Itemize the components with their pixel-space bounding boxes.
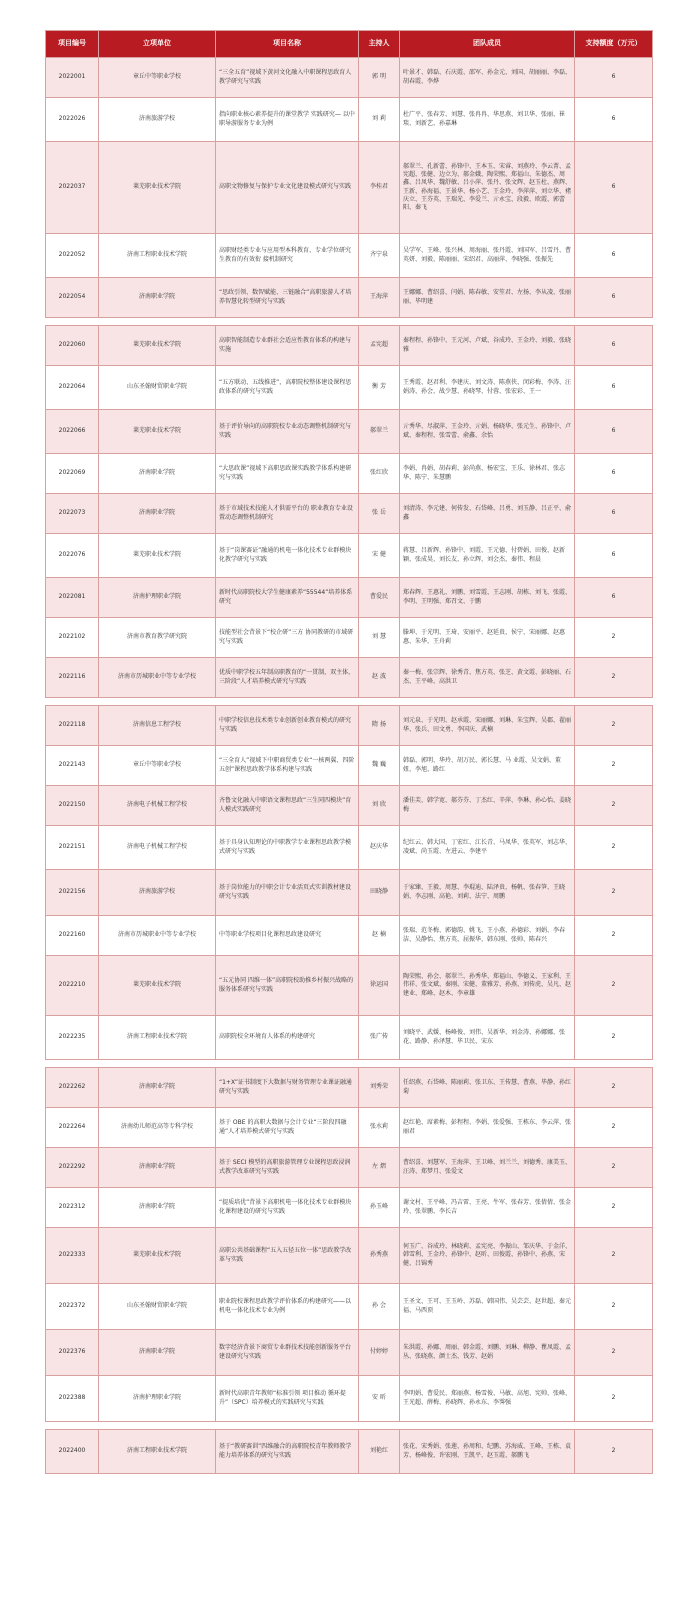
cell-project-name: “提质培优”背景下高职机电一体化技术专业群模块化课程建设的研究与实践 <box>216 1188 359 1228</box>
cell-host: 赵庆华 <box>359 826 400 870</box>
cell-project-id: 2022116 <box>46 658 99 698</box>
table-row <box>46 534 653 578</box>
cell-amount: 6 <box>575 454 653 494</box>
cell-host: 孙玉峰 <box>359 1188 400 1228</box>
cell-project-name: 职业院校课程思政教学评价体系的构建研究——以机电一体化技术专业为例 <box>216 1284 359 1330</box>
group-gap <box>46 698 653 706</box>
cell-unit: 济南职业学院 <box>99 1148 216 1188</box>
cell-host: 田晓静 <box>359 870 400 916</box>
cell-host: 徐运国 <box>359 956 400 1016</box>
cell-host: 张广传 <box>359 1016 400 1060</box>
project-table <box>45 30 653 1474</box>
cell-team-members: 秦一梅、张宗辉、徐秀青、焦方英、张芝、黄文霞、彭晓丽、石杰、王平峰、高洪卫 <box>400 658 575 698</box>
cell-project-id: 2022066 <box>46 410 99 454</box>
cell-project-id: 2022060 <box>46 326 99 366</box>
cell-team-members: 潘佳芙、韩学宽、郝芬芬、丁杰红、辛萍、李琳、孙心怡、姜晓梅 <box>400 786 575 826</box>
table-row <box>46 1188 653 1228</box>
cell-host: 赵 楠 <box>359 916 400 956</box>
cell-team-members: 滕坤、于光明、王琦、安丽平、赵延贵、侯宁、宋丽娜、赵惠惠、朱华、王舟莉 <box>400 618 575 658</box>
cell-project-name: 齐鲁文化融入中职语文课程思政“三生同四模块”育人模式实践研究 <box>216 786 359 826</box>
table-row <box>46 58 653 98</box>
cell-project-id: 2022054 <box>46 278 99 318</box>
cell-amount: 2 <box>575 1016 653 1060</box>
cell-project-name: 基于市域技术技能人才供需平台的 职业教育专业设置动态调整机制研究 <box>216 494 359 534</box>
cell-project-id: 2022073 <box>46 494 99 534</box>
cell-amount: 6 <box>575 58 653 98</box>
cell-team-members: 纪红云、韩大国、丁宏红、江长青、马凤华、张英军、刘志华、凌斌、尚玉霞、左进云、李建平 <box>400 826 575 870</box>
cell-host: 孙秀燕 <box>359 1228 400 1284</box>
cell-project-name: 技能型社会背景下“校企研”三方 协同教研的市域研究与实践 <box>216 618 359 658</box>
cell-team-members: 张瑞、范冬梅、郭德韵、姚飞、王小燕、孙德彩、刘娟、李春洁、吴静怡、焦方英、屈振华、韩东刚、张帅、陈春兴 <box>400 916 575 956</box>
cell-unit: 莱芜职业技术学院 <box>99 410 216 454</box>
cell-host: 孟宪超 <box>359 326 400 366</box>
table-row <box>46 1068 653 1108</box>
cell-amount: 2 <box>575 1148 653 1188</box>
cell-team-members: 郑春辉、王惠礼、刘鹏、刘雪霞、王志刚、胡栋、刘飞、张霞、李明、王明强、郑召文、于鹏 <box>400 578 575 618</box>
cell-amount: 6 <box>575 410 653 454</box>
cell-team-members: 王圣文、王可、王玉岭、苏磊、韩国伟、吴芸芸、赵世超、秦元福、马西顶 <box>400 1284 575 1330</box>
cell-host: 衡 芳 <box>359 366 400 410</box>
cell-unit: 莱芜职业技术学院 <box>99 1228 216 1284</box>
cell-unit: 济南职业学院 <box>99 1068 216 1108</box>
cell-project-name: 高职智能制造专业群社会适应性教育体系的构建与实施 <box>216 326 359 366</box>
cell-project-id: 2022372 <box>46 1284 99 1330</box>
cell-unit: 山东圣翰财贸职业学院 <box>99 366 216 410</box>
cell-project-id: 2022160 <box>46 916 99 956</box>
cell-project-name: 指向职业核心素养提升的课堂教学 实践研究— 以中职导游服务专业为例 <box>216 98 359 142</box>
cell-amount: 6 <box>575 366 653 410</box>
cell-team-members: 秦程程、孙锋中、王元河、卢斌、谷成玲、王金玲、刘毅、张晓雅 <box>400 326 575 366</box>
table-row <box>46 1430 653 1474</box>
table-row <box>46 1108 653 1148</box>
cell-project-id: 2022210 <box>46 956 99 1016</box>
cell-unit: 莱芜职业技术学院 <box>99 534 216 578</box>
cell-unit: 济南市历城职业中等专业学校 <box>99 916 216 956</box>
cell-host: 安 昕 <box>359 1376 400 1422</box>
cell-amount: 2 <box>575 870 653 916</box>
cell-project-name: 基于“岗课赛证”融通的机电一体化技术专业群模块化教学研究与实践 <box>216 534 359 578</box>
cell-team-members: 李娟、冉娟、胡春莉、彭尚燕、杨宏宝、王乐、徐林君、张志华、陈宁、朱慧鹏 <box>400 454 575 494</box>
cell-team-members: 李明娟、曹爱民、郑丽燕、杨雪俊、马敏、高旭、宪帅、张峰、王光超、薛梅、孙晓辉、孙永东、李霁强 <box>400 1376 575 1422</box>
cell-project-id: 2022076 <box>46 534 99 578</box>
cell-project-name: 基于 SECI 模型的高职旅游管理专业课程思政浸润式教学改革研究与实践 <box>216 1148 359 1188</box>
cell-host: 刘 慧 <box>359 618 400 658</box>
cell-amount: 2 <box>575 1376 653 1422</box>
cell-project-id: 2022052 <box>46 234 99 278</box>
group-gap <box>46 1422 653 1430</box>
cell-unit: 济南旅游学校 <box>99 870 216 916</box>
cell-project-id: 2022026 <box>46 98 99 142</box>
table-row <box>46 956 653 1016</box>
cell-team-members: 蒋慧、吕新辉、孙锋中、刘霞、王元德、付碧娟、田俊、赵新颖、张成昊、刘长友、孙立辉、刘会杰、秦伟、程晨 <box>400 534 575 578</box>
cell-host: 张红欣 <box>359 454 400 494</box>
cell-unit: 济南职业学院 <box>99 1188 216 1228</box>
cell-amount: 2 <box>575 956 653 1016</box>
cell-host: 张水莉 <box>359 1108 400 1148</box>
table-row <box>46 870 653 916</box>
cell-project-id: 2022118 <box>46 706 99 746</box>
cell-project-id: 2022064 <box>46 366 99 410</box>
cell-amount: 6 <box>575 98 653 142</box>
cell-amount: 2 <box>575 706 653 746</box>
cell-team-members: 曹绍喜、刘慧军、王海萍、王卫峰、刘兰兰、刘德秀、康美玉、汪涛、郑梦月、张爱文 <box>400 1148 575 1188</box>
cell-project-name: “五方联动、五线推进”，高职院校整体建设课程思政体系的研究与实践 <box>216 366 359 410</box>
cell-team-members: 何玉广、谷成玲、林晓莉、孟宪亮、李振山、邹庆华、于金洋、韩雪利、王金玲、孙锋中、赵昕、田俊霞、孙锋中、孙燕、宋健、吕锦秀 <box>400 1228 575 1284</box>
cell-amount: 6 <box>575 494 653 534</box>
cell-unit: 济南护理职业学院 <box>99 1376 216 1422</box>
table-row <box>46 366 653 410</box>
cell-host: 左 熠 <box>359 1148 400 1188</box>
cell-project-name: 高职公共基础课程“五入五径五位一体”思政教学改革与实践 <box>216 1228 359 1284</box>
cell-project-name: 新时代高职院校大学生健康素养“55544”培养体系研究 <box>216 578 359 618</box>
cell-team-members: 亓秀华、尽淑萍、王金玲、亓娟、杨晓华、张元生、孙锋中、卢斌、秦程程、张雪蕾、俞鑫、余怡 <box>400 410 575 454</box>
table-row <box>46 1148 653 1188</box>
header-project-name: 项目名称 <box>216 31 359 58</box>
cell-unit: 莱芜职业技术学院 <box>99 142 216 234</box>
cell-amount: 2 <box>575 916 653 956</box>
cell-team-members: 王娜娜、曹绍喜、闫娟、陈春敏、安笙君、左扬、李从凌、张丽丽、毕明建 <box>400 278 575 318</box>
cell-project-name: 高职文物修复与保护专业文化建设模式研究与实践 <box>216 142 359 234</box>
table-header <box>46 31 653 58</box>
cell-team-members: 任绍燕、石岱峰、陈丽莉、张卫东、王传慧、曹燕、毕静、孙红菊 <box>400 1068 575 1108</box>
cell-unit: 章丘中等职业学校 <box>99 58 216 98</box>
cell-project-id: 2022102 <box>46 618 99 658</box>
cell-host: 张 岳 <box>359 494 400 534</box>
cell-project-name: 高职财经类专业与应用型本科教育、专业学位研究生教育的有效衔 接机制研究 <box>216 234 359 278</box>
cell-team-members: 朱洪霞、孙娜、周丽、韩金霞、刘鹏、刘琳、柳静、瞿凤霞、孟丛、张晓燕、颜士杰、钱芳、赵娟 <box>400 1330 575 1376</box>
cell-host: 郭 明 <box>359 58 400 98</box>
cell-host: 刘 欣 <box>359 786 400 826</box>
cell-project-id: 2022143 <box>46 746 99 786</box>
cell-project-id: 2022262 <box>46 1068 99 1108</box>
cell-project-id: 2022312 <box>46 1188 99 1228</box>
cell-project-name: 基于岗位能力的中职会计专业活页式实训教材建设研究与实践 <box>216 870 359 916</box>
cell-amount: 2 <box>575 1068 653 1108</box>
cell-unit: 莱芜职业技术学院 <box>99 326 216 366</box>
cell-host: 孙 会 <box>359 1284 400 1330</box>
project-list <box>45 30 652 1474</box>
cell-project-name: “三全五育”视域下黄河文化融入中职课程思政育人教学研究与实践 <box>216 58 359 98</box>
cell-amount: 2 <box>575 658 653 698</box>
cell-host: 赵 波 <box>359 658 400 698</box>
cell-project-name: 基于评价导向的高职院校专业动态调整机制研究与实践 <box>216 410 359 454</box>
cell-project-name: 基于“教研赛训”四维融合的高职院校青年教师教学能力培养体系的研究与实践 <box>216 1430 359 1474</box>
cell-team-members: 刘晓平、武媛、杨峰俊、刘伟、吴新华、刘金涛、孙娜娜、张花、路静、孙泽慧、毕卫民、宋东 <box>400 1016 575 1060</box>
cell-unit: 济南电子机械工程学校 <box>99 786 216 826</box>
cell-project-id: 2022001 <box>46 58 99 98</box>
cell-unit: 济南护理职业学院 <box>99 578 216 618</box>
cell-host: 郝翠兰 <box>359 410 400 454</box>
cell-unit: 山东圣翰财贸职业学院 <box>99 1284 216 1330</box>
cell-project-id: 2022151 <box>46 826 99 870</box>
cell-amount: 2 <box>575 1108 653 1148</box>
table-row <box>46 1376 653 1422</box>
cell-team-members: 刘清涛、李元建、何传发、石岱峰、吕勇、刘玉静、吕正平、俞鑫 <box>400 494 575 534</box>
cell-project-name: 中职学校信息技术类专业创新创业教育模式的研究与实践 <box>216 706 359 746</box>
cell-unit: 济南职业学院 <box>99 278 216 318</box>
cell-project-name: “三全育人”视域下中职商贸类专业“一核两翼、四阶五创”课程思政教学体系构建与实践 <box>216 746 359 786</box>
cell-amount: 6 <box>575 278 653 318</box>
table-row <box>46 746 653 786</box>
cell-amount: 2 <box>575 1284 653 1330</box>
cell-host: 李桂君 <box>359 142 400 234</box>
table-row <box>46 706 653 746</box>
cell-unit: 济南幼儿师范高等专科学校 <box>99 1108 216 1148</box>
cell-team-members: 韩磊、郭明、华玲、胡万民、郭长慧、马 业霞、吴文娟、董妞、李旭、路红 <box>400 746 575 786</box>
cell-amount: 2 <box>575 826 653 870</box>
cell-project-id: 2022388 <box>46 1376 99 1422</box>
cell-project-id: 2022400 <box>46 1430 99 1474</box>
cell-unit: 济南市教育教学研究院 <box>99 618 216 658</box>
cell-project-id: 2022081 <box>46 578 99 618</box>
cell-team-members: 郝翠兰、孔新蕾、孙锋中、王本玉、宋睿、刘燕玲、李云菁、孟宪超、张健、边立为、郝金娥、陶荣熙、郑福山、朱德杰、周鑫、吕凤华、魏舒敏、吕小萍、张丹、张文辉、赵玉杜、燕辉、王新、孙海福、王景华、杨小艺、王金玲、李萍萍、刘立华、褚庆立、王芬英、王瑞光、李爱兰、亓永宝、段毅、欧霞、郭蕾阳、秦飞 <box>400 142 575 234</box>
cell-host: 宋 健 <box>359 534 400 578</box>
cell-unit: 济南电子机械工程学校 <box>99 826 216 870</box>
cell-unit: 莱芜职业技术学院 <box>99 956 216 1016</box>
cell-host: 隋 扬 <box>359 706 400 746</box>
cell-project-name: 数字经济背景下商贸专业群技术技能创新服务平台建设研究与实践 <box>216 1330 359 1376</box>
cell-unit: 济南工程职业技术学院 <box>99 1430 216 1474</box>
table-row <box>46 786 653 826</box>
table-row <box>46 658 653 698</box>
cell-team-members: 谢文村、王平峰、冯吉雷、王亮、牛军、张春芳、张倩倩、张金玲、张翠鹏、李长吉 <box>400 1188 575 1228</box>
cell-project-name: 新时代高职青年教师“标准引领 项目推动 循环提升”（SPC）培养模式的实践研究与实践 <box>216 1376 359 1422</box>
cell-project-name: 高职院校全环境育人体系的构建研究 <box>216 1016 359 1060</box>
cell-project-id: 2022150 <box>46 786 99 826</box>
cell-project-id: 2022376 <box>46 1330 99 1376</box>
cell-project-name: “大思政课”视域下高职思政课实践教学体系构建研究与实践 <box>216 454 359 494</box>
cell-amount: 6 <box>575 326 653 366</box>
cell-project-id: 2022037 <box>46 142 99 234</box>
cell-unit: 济南旅游学校 <box>99 98 216 142</box>
cell-unit: 济南职业学院 <box>99 494 216 534</box>
cell-project-id: 2022235 <box>46 1016 99 1060</box>
table-row <box>46 916 653 956</box>
cell-team-members: 于家臻、王毅、周慧、李琨迪、陆泽贵、杨帆、张春笋、王晓娟、李志刚、高艳、刘莉、法宁、周鹏 <box>400 870 575 916</box>
table-row <box>46 142 653 234</box>
cell-amount: 2 <box>575 786 653 826</box>
cell-host: 刘秀荣 <box>359 1068 400 1108</box>
cell-team-members: 杜广平、张春芳、刘慧、张冉冉、华思燕、刘卫华、张丽、崔琰、刘新艺、孙嘉琳 <box>400 98 575 142</box>
group-gap <box>46 318 653 326</box>
cell-team-members: 叶景才、韩磊、石庆霞、邵军、孙金元、刘国、胡丽丽、李磊、胡春霞、李烨 <box>400 58 575 98</box>
header-project-id: 项目编号 <box>46 31 99 58</box>
cell-amount: 2 <box>575 1188 653 1228</box>
cell-team-members: 刘元泉、于光明、赵承霞、宋丽娜、刘琳、朱宝辉、吴郡、翟丽华、张兵、田文勇、李国庆、武楠 <box>400 706 575 746</box>
cell-amount: 6 <box>575 578 653 618</box>
table-row <box>46 454 653 494</box>
cell-project-name: 中等职业学校项目化课程思政建设研究 <box>216 916 359 956</box>
table-row <box>46 494 653 534</box>
cell-host: 曹爱民 <box>359 578 400 618</box>
cell-unit: 章丘中等职业学校 <box>99 746 216 786</box>
header-unit: 立项单位 <box>99 31 216 58</box>
cell-amount: 2 <box>575 1228 653 1284</box>
cell-team-members: 吴学军、王峰、张兴林、周海丽、张丹霞、刘国军、吕雪丹、曹英妍、刘毅、陈丽丽、宋绍君、高丽萍、李晓强、张振先 <box>400 234 575 278</box>
cell-project-id: 2022156 <box>46 870 99 916</box>
header-host: 主持人 <box>359 31 400 58</box>
table-row <box>46 578 653 618</box>
cell-amount: 2 <box>575 1430 653 1474</box>
cell-project-name: 基于具身认知理论的中职教学专业课程思政教学模式研究与实践 <box>216 826 359 870</box>
cell-unit: 济南工程职业技术学院 <box>99 234 216 278</box>
table-row <box>46 1228 653 1284</box>
cell-host: 付婷婷 <box>359 1330 400 1376</box>
table-row <box>46 326 653 366</box>
header-amount: 支持额度（万元） <box>575 31 653 58</box>
table-row <box>46 1016 653 1060</box>
table-row <box>46 234 653 278</box>
cell-unit: 济南市历城职业中等专业学校 <box>99 658 216 698</box>
table-row <box>46 618 653 658</box>
cell-host: 刘艳红 <box>359 1430 400 1474</box>
table-body <box>46 58 653 1474</box>
cell-unit: 济南职业学院 <box>99 454 216 494</box>
cell-host: 王海萍 <box>359 278 400 318</box>
cell-amount: 6 <box>575 142 653 234</box>
cell-amount: 2 <box>575 1330 653 1376</box>
table-row <box>46 826 653 870</box>
cell-amount: 2 <box>575 618 653 658</box>
group-gap <box>46 1060 653 1068</box>
cell-team-members: 赵红艳、席素梅、彭程程、李娟、张爱强、王栋东、李云萍、张丽君 <box>400 1108 575 1148</box>
cell-unit: 济南信息工程学校 <box>99 706 216 746</box>
cell-project-name: “思政引领、数智赋能、三链融合”高职旅游人才培养智慧化转型研究与实践 <box>216 278 359 318</box>
table-row <box>46 1284 653 1330</box>
header-team: 团队成员 <box>400 31 575 58</box>
cell-host: 刘 莉 <box>359 98 400 142</box>
table-row <box>46 410 653 454</box>
cell-host: 齐宁泉 <box>359 234 400 278</box>
cell-team-members: 张花、宋秀娟、张莲、孙周和、纪鹏、苏海威、王峰、王栋、袁芳、杨峰俊、许宏刚、王凯平、赵玉霞、郝鹏飞 <box>400 1430 575 1474</box>
cell-project-id: 2022292 <box>46 1148 99 1188</box>
table-row <box>46 98 653 142</box>
cell-project-name: “五元协同 四维一体”高职院校助推乡村振兴战略的服务体系研究与实践 <box>216 956 359 1016</box>
cell-unit: 济南职业学院 <box>99 1330 216 1376</box>
cell-project-name: 优质中职学校五年制高职教育的“一贯制，双主体，三阶段”人才培养模式研究与实践 <box>216 658 359 698</box>
cell-unit: 济南工程职业技术学院 <box>99 1016 216 1060</box>
cell-amount: 2 <box>575 746 653 786</box>
cell-team-members: 王秀霞、赵君利、李建庆、刘文涛、陈燕侠、闵彩梅、李涛、汪娟涛、孙会、战少慧、孙晓琴、付蓉、张宏彩、王一 <box>400 366 575 410</box>
cell-project-id: 2022333 <box>46 1228 99 1284</box>
cell-team-members: 陶荣熙、孙会、郝翠兰、孙秀华、郑福山、李德义、王家利、王伟祥、张文斌、秦刚、宋健、董雅芳、孙燕、刘传虎、吴凡、赵建业、郑峰、赵木、李章雄 <box>400 956 575 1016</box>
cell-project-id: 2022264 <box>46 1108 99 1148</box>
cell-project-name: “1+X”证书制度下大数据与财务管理专业课证融通研究与实践 <box>216 1068 359 1108</box>
table-row <box>46 278 653 318</box>
cell-amount: 6 <box>575 234 653 278</box>
cell-project-id: 2022069 <box>46 454 99 494</box>
cell-amount: 6 <box>575 534 653 578</box>
cell-project-name: 基于 OBE 的高职大数据与会计专业“三阶段四融通”人才培养模式研究与实践 <box>216 1108 359 1148</box>
table-row <box>46 1330 653 1376</box>
cell-host: 魏 巍 <box>359 746 400 786</box>
